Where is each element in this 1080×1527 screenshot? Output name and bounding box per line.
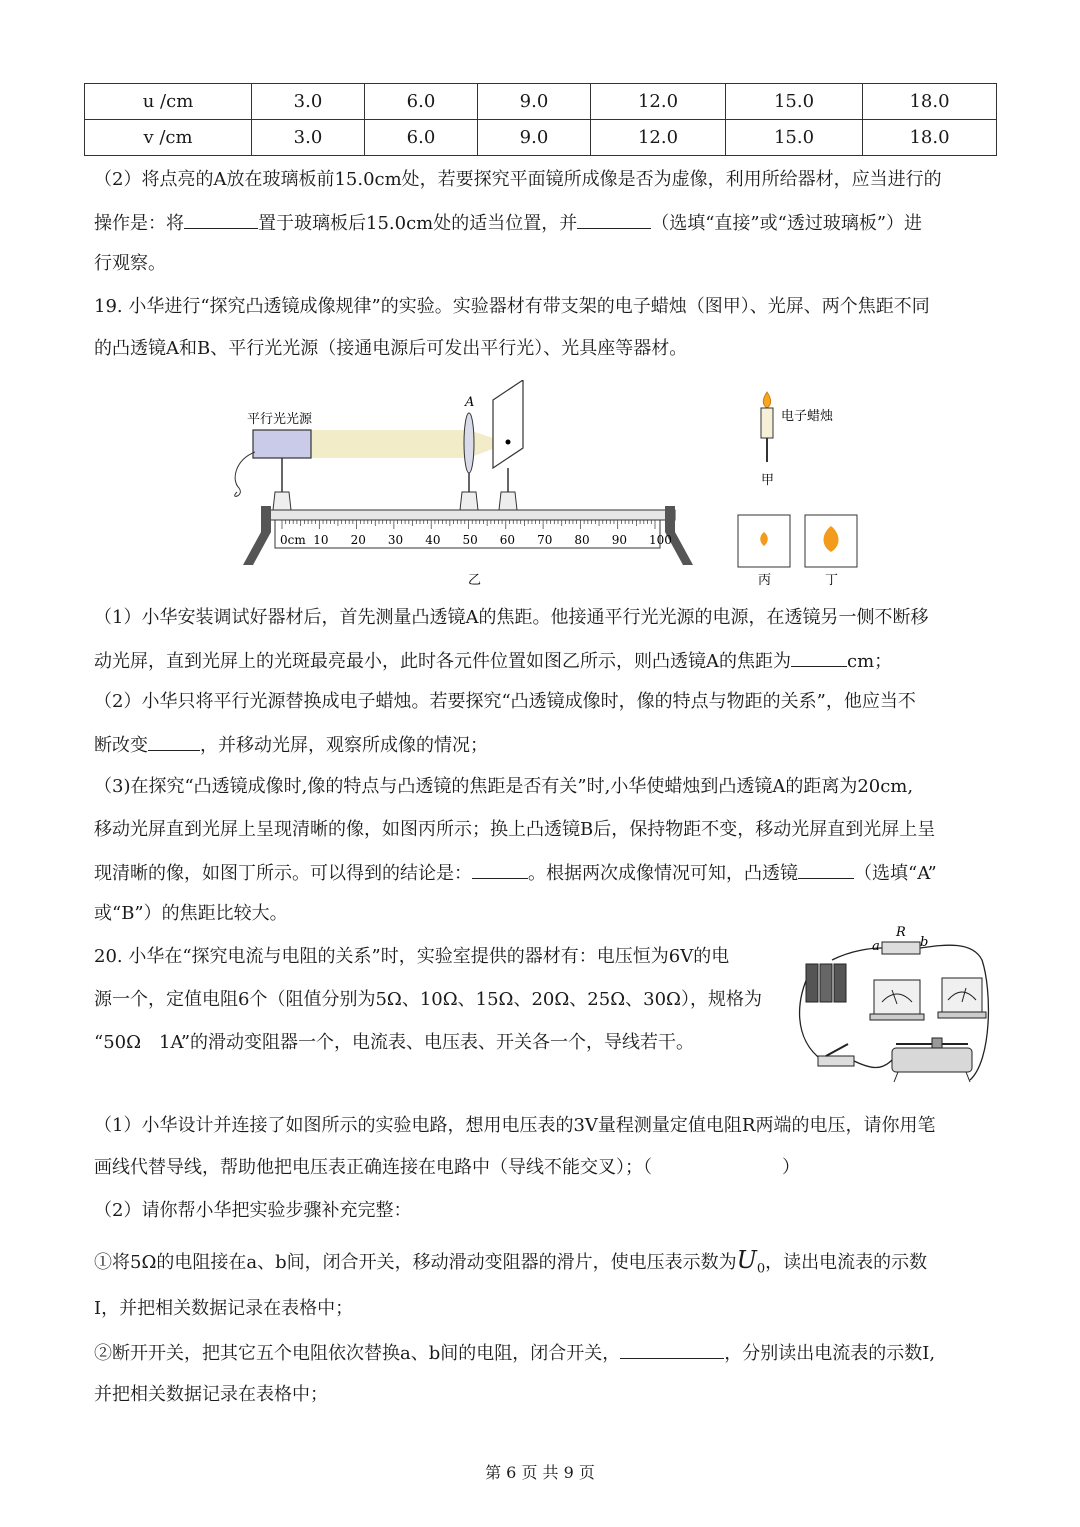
light-source-label: 平行光光源 (247, 412, 313, 427)
ruler-tick-label: 60 (499, 533, 516, 547)
terminal-a-label: a (872, 939, 880, 954)
circuit-figure (792, 920, 992, 1090)
caption-jia: 甲 (761, 473, 775, 488)
ruler-tick-label: 100 (649, 533, 672, 547)
q19-part1-line (94, 648, 994, 674)
table-cell: 9.0 (478, 120, 591, 156)
text: （选填“A” (854, 863, 937, 884)
text: （选填“直接”或“透过玻璃板”）进 (651, 213, 923, 234)
table-cell: 3.0 (252, 84, 365, 120)
resistor (882, 942, 920, 954)
light-beam (311, 430, 469, 458)
ruler-tick-label: 20 (350, 533, 366, 547)
q20-step2-line: 并把相关数据记录在表格中； (94, 1384, 328, 1405)
table-cell: 18.0 (863, 120, 997, 156)
lens-label: A (465, 395, 475, 410)
convex-lens (464, 413, 474, 473)
answer-blank[interactable] (472, 860, 528, 879)
table-cell: 12.0 (591, 120, 726, 156)
q20-stem-line: 20. 小华在“探究电流与电阻的关系”时，实验室提供的器材有：电压恒为6V的电 (94, 946, 730, 967)
table-cell: v /cm (85, 120, 252, 156)
holders (273, 492, 517, 510)
wire (852, 1060, 892, 1068)
ruler-tick-label: 70 (537, 533, 553, 547)
switch (818, 1044, 854, 1066)
table-cell: 18.0 (863, 84, 997, 120)
resistor-label: R (896, 925, 906, 940)
candle-flame (763, 392, 771, 408)
bench-leg-left (243, 532, 271, 565)
text: ） (782, 1157, 800, 1178)
page-footer: 第 6 页 共 9 页 (485, 1463, 595, 1482)
text: 动光屏，直到光屏上的光斑最亮最小，此时各元件位置如图乙所示，则凸透镜A的焦距为 (94, 651, 791, 672)
ruler-tick-label: 80 (574, 533, 590, 547)
object-image-distance-table (84, 83, 997, 156)
q19-part3-line: 或“B”）的焦距比较大。 (94, 903, 288, 924)
q19-part3-line: （3)在探究“凸透镜成像时,像的特点与凸透镜的焦距是否有关”时,小华使蜡烛到凸透镜A的距离为20cm, (94, 776, 914, 797)
q20-step1-line (94, 1248, 994, 1282)
text: 操作是：将 (94, 213, 184, 234)
sliding-rheostat (892, 1038, 972, 1082)
q20-part2-line: （2）请你帮小华把实验步骤补充完整： (94, 1200, 412, 1221)
text: ①将5Ω的电阻接在a、b间，闭合开关，移动滑动变阻器的滑片，使电压表示数为 (94, 1252, 737, 1273)
table-cell: u /cm (85, 84, 252, 120)
q19-part2-line (94, 732, 994, 758)
light-spot (506, 440, 511, 445)
text: cm； (847, 651, 893, 672)
q19-part1-line: （1）小华安装调试好器材后，首先测量凸透镜A的焦距。他接通平行光光源的电源，在透镜另一侧不断移 (94, 607, 929, 628)
text: ，读出电流表的示数 (765, 1252, 928, 1273)
table-cell: 9.0 (478, 84, 591, 120)
table-cell: 12.0 (591, 84, 726, 120)
q20-stem-line: 源一个，定值电阻6个（阻值分别为5Ω、10Ω、15Ω、20Ω、25Ω、30Ω），规格为 (94, 989, 762, 1010)
candle-label: 电子蜡烛 (781, 409, 834, 424)
table-row (85, 84, 997, 120)
answer-blank[interactable] (577, 210, 651, 229)
voltmeter (938, 978, 986, 1018)
optical-bench-figure (225, 380, 705, 590)
text: ②断开开关，把其它五个电阻依次替换a、b间的电阻，闭合开关， (94, 1343, 621, 1364)
power-cord (235, 452, 255, 496)
bench-end-left (261, 506, 271, 532)
light-source-box (253, 430, 311, 458)
answer-blank[interactable] (798, 860, 854, 879)
q20-step2-line (94, 1340, 994, 1366)
q20-step1-line: I，并把相关数据记录在表格中； (94, 1298, 354, 1319)
terminal-b-label: b (920, 935, 929, 950)
light-screen (493, 380, 523, 468)
text: 现清晰的像，如图丁所示。可以得到的结论是： (94, 863, 472, 884)
answer-blank[interactable] (148, 732, 200, 751)
ruler-tick-label: 40 (425, 533, 441, 547)
q18-part2-line: 行观察。 (94, 253, 166, 274)
candle-body (761, 408, 773, 438)
electronic-candle-figure (745, 390, 865, 490)
table-cell: 6.0 (365, 120, 478, 156)
caption-bing: 丙 (758, 573, 772, 588)
caption-ding: 丁 (825, 573, 839, 588)
q19-part2-line: （2）小华只将平行光源替换成电子蜡烛。若要探究“凸透镜成像时，像的特点与物距的关系”，他应当不 (94, 691, 916, 712)
table-cell: 3.0 (252, 120, 365, 156)
voltage-symbol: U (736, 1246, 757, 1274)
table-cell: 15.0 (726, 84, 863, 120)
ruler-tick-label: 90 (611, 533, 627, 547)
ammeter (870, 980, 924, 1020)
text: 。根据两次成像情况可知，凸透镜 (528, 863, 798, 884)
answer-blank[interactable] (791, 648, 847, 667)
table-row (85, 120, 997, 156)
table-cell: 6.0 (365, 84, 478, 120)
answer-blank[interactable] (184, 210, 258, 229)
q19-stem-line: 的凸透镜A和B、平行光光源（接通电源后可发出平行光）、光具座等器材。 (94, 338, 688, 359)
text: ，分别读出电流表的示数I, (724, 1343, 936, 1364)
bench-rail (265, 510, 675, 520)
ruler-tick-label: 50 (462, 533, 478, 547)
ruler-tick-label: 10 (313, 533, 329, 547)
q19-part3-line: 移动光屏直到光屏上呈现清晰的像，如图丙所示；换上凸透镜B后，保持物距不变，移动光屏直到光屏上呈 (94, 819, 936, 840)
q18-part2-line: （2）将点亮的A放在玻璃板前15.0cm处，若要探究平面镜所成像是否为虚像，利用所给器材，应当进行的 (94, 169, 942, 190)
q19-part3-line (94, 860, 994, 886)
q18-part2-line (94, 210, 994, 236)
text: 画线代替导线，帮助他把电压表正确连接在电路中（导线不能交叉）；（ (94, 1157, 652, 1178)
q20-part1-line: （1）小华设计并连接了如图所示的实验电路，想用电压表的3V量程测量定值电阻R两端的电压，请你用笔 (94, 1115, 936, 1136)
image-result-figures (735, 512, 865, 590)
table-cell: 15.0 (726, 120, 863, 156)
text: 断改变 (94, 735, 148, 756)
q20-part1-line (94, 1156, 994, 1180)
voltage-subscript: 0 (756, 1261, 766, 1277)
ruler-tick-label: 30 (387, 533, 404, 547)
ruler-tick-label: 0cm (280, 533, 306, 547)
q19-stem-line: 19. 小华进行“探究凸透镜成像规律”的实验。实验器材有带支架的电子蜡烛（图甲）、光屏、两个焦距不同 (94, 296, 930, 317)
q20-stem-line: “50Ω 1A”的滑动变阻器一个，电流表、电压表、开关各一个，导线若干。 (94, 1032, 695, 1053)
caption-yi: 乙 (468, 573, 482, 588)
bench-end-right (665, 506, 675, 532)
battery-pack (806, 964, 846, 1002)
text: ，并移动光屏，观察所成像的情况； (200, 735, 488, 756)
text: 置于玻璃板后15.0cm处的适当位置，并 (258, 213, 578, 234)
answer-blank[interactable] (620, 1340, 724, 1359)
